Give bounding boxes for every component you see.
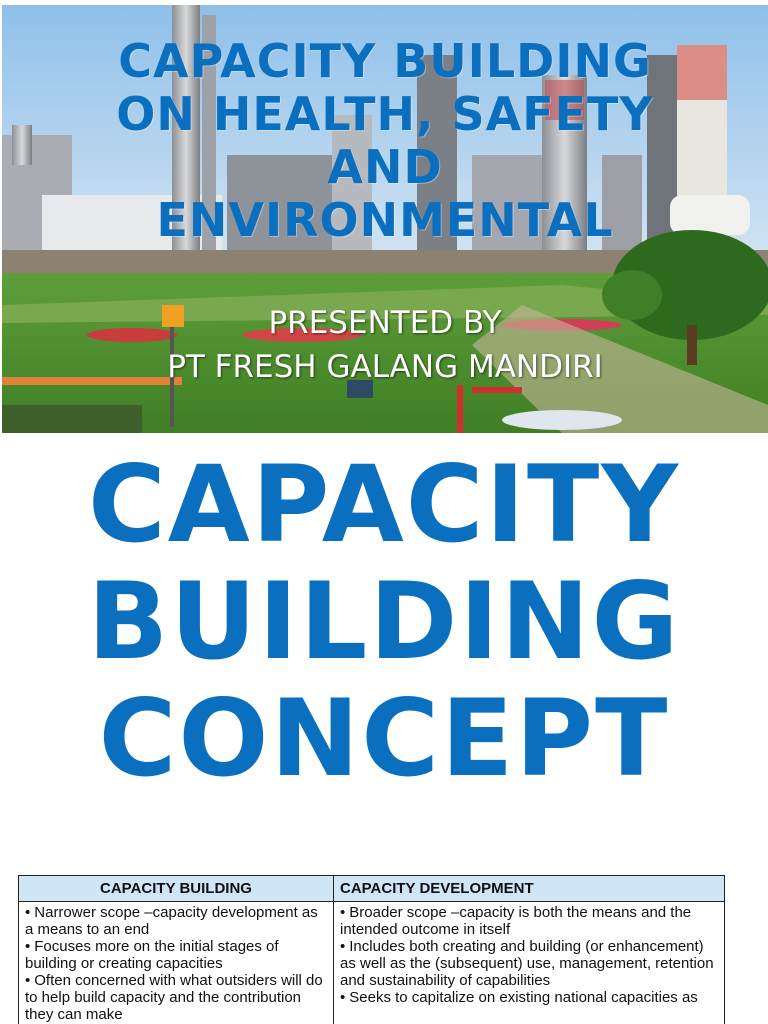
list-item: • Seeks to capitalize on existing national capacities as [340, 989, 718, 1006]
title-slide [2, 5, 768, 433]
list-item: • Focuses more on the initial stages of building or creating capacities [25, 938, 327, 972]
comparison-table [18, 875, 725, 1024]
concept-heading-line: CONCEPT [98, 677, 670, 800]
slide1-title-line: CAPACITY BUILDING [118, 34, 652, 88]
slide1-title [62, 35, 708, 247]
slide1-title-line: ON HEALTH, SAFETY [116, 87, 654, 141]
presenter-name: PT FRESH GALANG MANDIRI [167, 349, 603, 385]
table-header-row [19, 876, 725, 902]
concept-heading [0, 443, 768, 800]
list-item: • Broader scope –capacity is both the means and the intended outcome in itself [340, 904, 718, 938]
table-row [19, 902, 725, 1024]
capacity-development-cell [334, 902, 725, 1024]
list-item: • Narrower scope –capacity development as a means to an end [25, 904, 327, 938]
list-item: • Includes both creating and building (or enhancement) as well as the (subsequent) use, management, retention and sustainability of capabilities [340, 938, 718, 989]
capacity-building-cell [19, 902, 334, 1024]
concept-heading-line: BUILDING [87, 560, 681, 683]
slide1-title-line: ENVIRONMENTAL [156, 193, 614, 247]
presented-by-label: PRESENTED BY [268, 305, 502, 341]
list-item: • Often concerned with what outsiders will do to help build capacity and the contribution they can make [25, 972, 327, 1023]
column-header-capacity-building: CAPACITY BUILDING [19, 876, 334, 902]
presenter-block [62, 301, 708, 389]
column-header-capacity-development: CAPACITY DEVELOPMENT [334, 876, 725, 902]
concept-heading-line: CAPACITY [87, 443, 681, 566]
slide1-title-line: AND [327, 140, 443, 194]
